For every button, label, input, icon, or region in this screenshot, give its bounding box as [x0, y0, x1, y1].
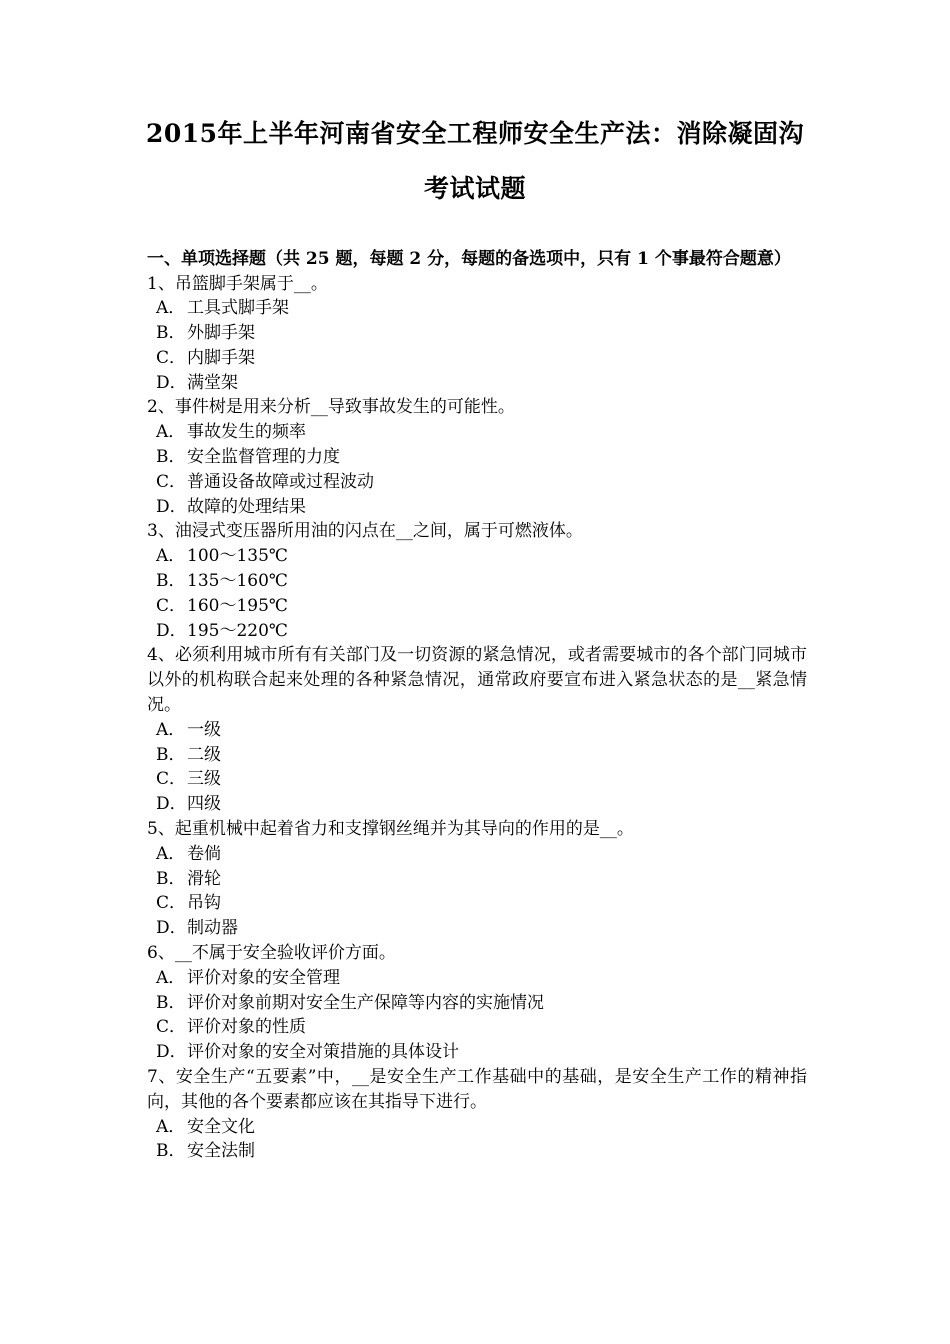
- answer-option: [147, 594, 807, 619]
- answer-option: [147, 445, 807, 470]
- question-text: 2、事件树是用来分析__导致事故发生的可能性。: [147, 397, 515, 418]
- answer-option: [147, 991, 807, 1016]
- answer-option: [147, 867, 807, 892]
- option-text: 卷倘: [187, 843, 221, 864]
- option-label: A．: [156, 719, 186, 740]
- option-text: 外脚手架: [187, 323, 255, 344]
- option-label: D．: [156, 794, 187, 815]
- question-text: 5、起重机械中起着省力和支撑钢丝绳并为其导向的作用的是__。: [147, 819, 634, 840]
- question-block: [147, 817, 807, 941]
- answer-option: [147, 371, 807, 396]
- option-text: 二级: [187, 744, 221, 765]
- question-block: [147, 643, 807, 817]
- answer-option: [147, 619, 807, 644]
- option-label: D．: [156, 372, 187, 393]
- option-label: D．: [156, 1042, 187, 1063]
- option-text: 评价对象的安全对策措施的具体设计: [187, 1042, 459, 1063]
- answer-option: [147, 296, 807, 321]
- question-block: [147, 941, 807, 1065]
- option-text: 内脚手架: [187, 347, 255, 368]
- option-text: 一级: [187, 719, 221, 740]
- option-label: A．: [156, 422, 186, 443]
- option-text: 故障的处理结果: [187, 496, 306, 517]
- answer-option: [147, 544, 807, 569]
- answer-option: [147, 1139, 807, 1164]
- answer-option: [147, 1115, 807, 1140]
- section-heading: 一、单项选择题（共 25 题，每题 2 分，每题的备选项中，只有 1 个事最符合题意）: [147, 249, 791, 269]
- answer-option: [147, 1015, 807, 1040]
- option-text: 三级: [187, 769, 221, 790]
- option-label: D．: [156, 918, 187, 939]
- option-text: 制动器: [187, 918, 238, 939]
- question-block: [147, 1065, 807, 1164]
- option-text: 安全监督管理的力度: [187, 447, 340, 468]
- question-text: 1、吊篮脚手架属于__。: [147, 273, 328, 294]
- answer-option: [147, 916, 807, 941]
- option-label: D．: [156, 620, 187, 641]
- answer-option: [147, 767, 807, 792]
- question-block: [147, 519, 807, 643]
- question-text: 4、必须利用城市所有有关部门及一切资源的紧急情况，或者需要城市的各个部门同城市以外的机构联合起来处理的各种紧急情况，通常政府要宣布进入紧急状态的是__紧急情况。: [147, 645, 807, 716]
- option-label: A．: [156, 1116, 186, 1137]
- option-text: 安全文化: [187, 1116, 255, 1137]
- answer-option: [147, 842, 807, 867]
- document-title-line-1: 2015年上半年河南省安全工程师安全生产法：消除凝固沟: [145, 119, 805, 148]
- option-label: B．: [156, 1141, 186, 1162]
- option-label: C．: [156, 347, 187, 368]
- answer-option: [147, 495, 807, 520]
- option-text: 四级: [187, 794, 221, 815]
- option-label: C．: [156, 1017, 187, 1038]
- answer-option: [147, 346, 807, 371]
- option-label: C．: [156, 595, 187, 616]
- answer-option: [147, 569, 807, 594]
- option-label: D．: [156, 496, 187, 517]
- option-text: 滑轮: [187, 868, 221, 889]
- option-label: A．: [156, 546, 186, 567]
- option-text: 安全法制: [187, 1141, 255, 1162]
- answer-option: [147, 891, 807, 916]
- answer-option: [147, 743, 807, 768]
- option-label: B．: [156, 992, 186, 1013]
- option-text: 评价对象前期对安全生产保障等内容的实施情况: [187, 992, 544, 1013]
- option-label: C．: [156, 769, 187, 790]
- question-list: [147, 272, 807, 1165]
- document-title-line-2: 考试试题: [423, 174, 526, 203]
- answer-option: [147, 718, 807, 743]
- question-text: 6、__不属于安全验收评价方面。: [147, 943, 396, 964]
- option-text: 普通设备故障或过程波动: [187, 471, 374, 492]
- option-text: 事故发生的频率: [187, 422, 306, 443]
- option-label: B．: [156, 744, 186, 765]
- option-text: 吊钩: [187, 893, 221, 914]
- option-label: C．: [156, 893, 187, 914]
- document-body: [147, 247, 807, 1164]
- question-block: [147, 272, 807, 396]
- option-text: 160～195℃: [187, 595, 288, 616]
- answer-option: [147, 321, 807, 346]
- option-text: 满堂架: [187, 372, 238, 393]
- option-label: B．: [156, 571, 186, 592]
- option-label: A．: [156, 843, 186, 864]
- option-text: 工具式脚手架: [187, 298, 289, 319]
- option-label: C．: [156, 471, 187, 492]
- question-text: 7、安全生产“五要素”中，__是安全生产工作基础中的基础，是安全生产工作的精神指向，其他的各个要素都应该在其指导下进行。: [147, 1067, 807, 1112]
- option-text: 135～160℃: [187, 571, 288, 592]
- option-label: B．: [156, 447, 186, 468]
- answer-option: [147, 420, 807, 445]
- question-text: 3、油浸式变压器所用油的闪点在__之间，属于可燃液体。: [147, 521, 583, 542]
- option-text: 195～220℃: [187, 620, 288, 641]
- option-text: 100～135℃: [187, 546, 288, 567]
- option-text: 评价对象的性质: [187, 1017, 306, 1038]
- option-label: A．: [156, 298, 186, 319]
- answer-option: [147, 966, 807, 991]
- option-text: 评价对象的安全管理: [187, 967, 340, 988]
- option-label: B．: [156, 868, 186, 889]
- option-label: B．: [156, 323, 186, 344]
- answer-option: [147, 1040, 807, 1065]
- question-block: [147, 395, 807, 519]
- option-label: A．: [156, 967, 186, 988]
- answer-option: [147, 792, 807, 817]
- answer-option: [147, 470, 807, 495]
